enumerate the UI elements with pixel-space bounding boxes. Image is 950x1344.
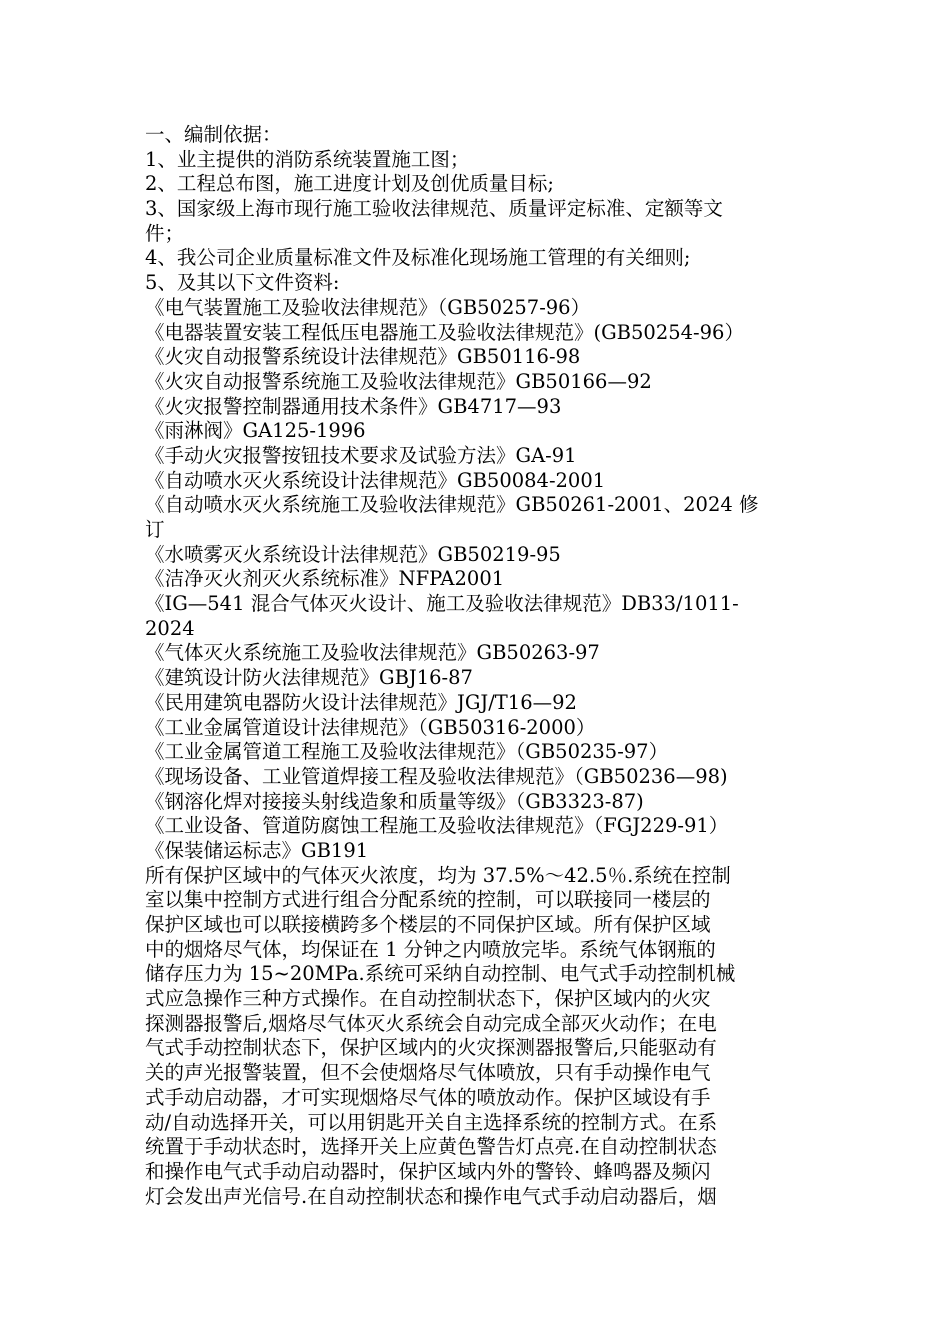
document-body [145,123,811,1209]
text-line: 式手动启动器，才可实现烟烙尽气体的喷放动作。保护区域设有手 [145,1085,711,1109]
text-line: 所有保护区域中的气体灭火浓度，均为 37.5%～42.5％.系统在控制 [145,863,731,887]
text-line: 《洁净灭火剂灭火系统标准》NFPA2001 [145,567,505,591]
text-line: 《火灾自动报警系统施工及验收法律规范》GB50166—92 [145,369,652,393]
text-line: 关的声光报警装置，但不会使烟烙尽气体喷放，只有手动操作电气 [145,1061,711,1085]
text-line: 动/自动选择开关，可以用钥匙开关自主选择系统的控制方式。在系 [145,1110,718,1134]
text-line: 保护区域也可以联接横跨多个楼层的不同保护区域。所有保护区域 [145,913,711,936]
text-line: 和操作电气式手动启动器时，保护区域内外的警铃、蜂鸣器及频闪 [145,1159,711,1183]
text-line: 《钢溶化焊对接接头射线造象和质量等级》（GB3323-87) [145,789,644,813]
text-line: 《气体灭火系统施工及验收法律规范》GB50263-97 [145,641,600,665]
text-line: 式应急操作三种方式操作。在自动控制状态下，保护区域内的火灾 [145,987,711,1011]
text-line: 《自动喷水灭火系统施工及验收法律规范》GB50261-2001、2024 修 [145,493,759,517]
text-line: 《火灾报警控制器通用技术条件》GB4717—93 [145,394,562,418]
text-line: 《手动火灾报警按钮技术要求及试验方法》GA-91 [145,443,577,467]
text-line: 《电气装置施工及验收法律规范》（GB50257-96） [145,295,591,319]
text-line: 5、及其以下文件资料: [145,271,340,295]
text-line: 灯会发出声光信号.在自动控制状态和操作电气式手动启动器后，烟 [145,1184,717,1208]
text-line: 储存压力为 15~20MPa.系统可采纳自动控制、电气式手动控制机械 [145,962,736,986]
text-line: 2、工程总布图，施工进度计划及创优质量目标; [145,172,554,196]
text-line: 3、国家级上海市现行施工验收法律规范、质量评定标准、定额等文 [145,197,723,221]
text-line: 订 [145,518,165,541]
text-line: 4、我公司企业质量标准文件及标准化现场施工管理的有关细则; [145,246,691,270]
text-line: 探测器报警后,烟烙尽气体灭火系统会自动完成全部灭火动作；在电 [145,1011,717,1035]
text-line: 《水喷雾灭火系统设计法律规范》GB50219-95 [145,542,561,566]
text-line: 《工业金属管道设计法律规范》（GB50316-2000） [145,715,596,739]
text-line: 中的烟烙尽气体，均保证在 1 分钟之内喷放完毕。系统气体钢瓶的 [145,937,716,961]
text-line: 《工业设备、管道防腐蚀工程施工及验收法律规范》（FGJ229-91） [145,814,729,838]
text-line: 《建筑设计防火法律规范》GBJ16-87 [145,666,473,690]
text-line: 《电器装置安装工程低压电器施工及验收法律规范》(GB50254-96） [145,320,744,344]
text-line: 《保装储运标志》GB191 [145,838,369,862]
text-line: 《雨淋阀》GA125-1996 [145,419,366,443]
text-line: 件； [145,221,185,245]
text-line: 1、业主提供的消防系统装置施工图； [145,147,470,171]
text-line: 《现场设备、工业管道焊接工程及验收法律规范》（GB50236—98) [145,764,728,788]
text-line: 《火灾自动报警系统设计法律规范》GB50116-98 [145,345,581,369]
text-line: 《自动喷水灭火系统设计法律规范》GB50084-2001 [145,468,606,492]
text-line: 一、编制依据： [145,123,282,146]
text-line: 《IG—541 混合气体灭火设计、施工及验收法律规范》DB33/1011- [145,592,739,616]
text-line: 室以集中控制方式进行组合分配系统的控制，可以联接同一楼层的 [145,888,711,912]
text-line: 《工业金属管道工程施工及验收法律规范》（GB50235-97） [145,740,669,764]
text-line: 统置于手动状态时，选择开关上应黄色警告灯点亮.在自动控制状态 [145,1135,717,1159]
text-line: 气式手动控制状态下，保护区域内的火灾探测器报警后,只能驱动有 [145,1036,717,1060]
text-line: 《民用建筑电器防火设计法律规范》JGJ/T16—92 [145,690,577,714]
text-line: 2024 [145,616,195,640]
